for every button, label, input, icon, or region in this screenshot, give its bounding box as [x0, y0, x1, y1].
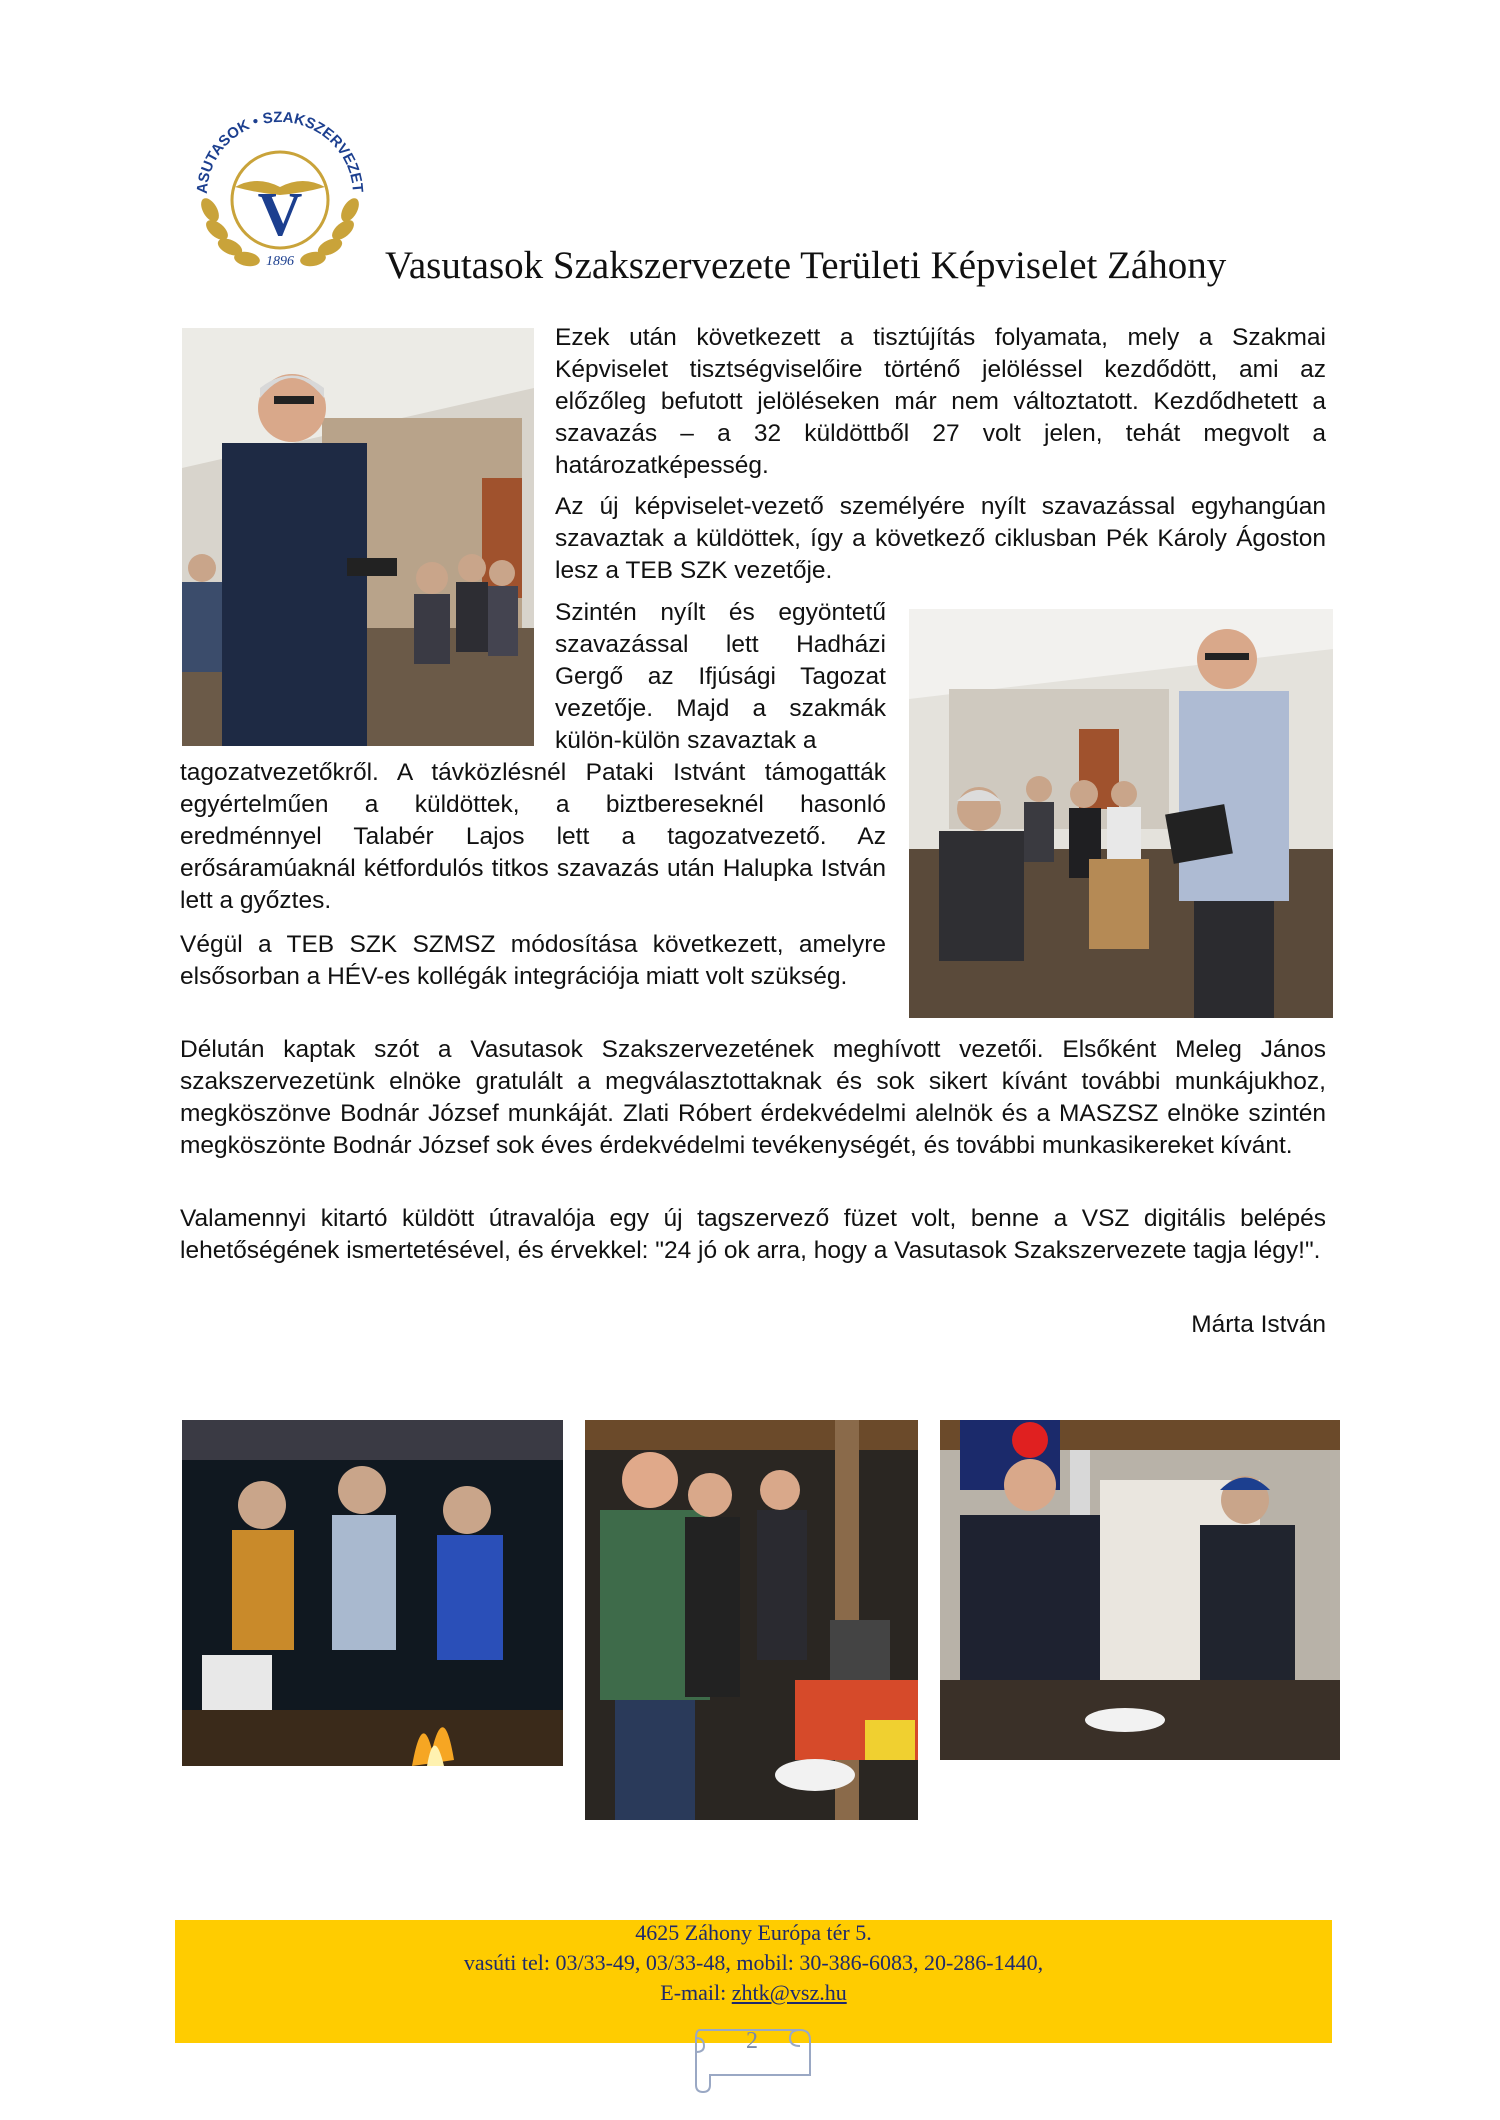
photo-two-men-grill [940, 1420, 1340, 1760]
photo-presenter-audience [909, 609, 1333, 1018]
paragraph-3-bottom: tagozatvezetőkről. A távközlésnél Pataki Istvánt támogatták egyértelműen a küldöttek, a biztbereseknél hasonló eredménnyel Talabér Lajos lett a tagozatvezető. Az erősáramúaknál kétfordulós titkos szavazás után Halupka István lett a győztes. [180, 759, 886, 914]
page-title: Vasutasok Szakszervezete Területi Képviselet Záhony [385, 244, 1227, 287]
logo-arc-text: ASUTASOK • SZAKSZERVEZET [193, 108, 367, 195]
logo-letter: V [257, 181, 303, 249]
paragraph-1: Ezek után következett a tisztújítás folyamata, mely a Szakmai Képviselet tisztségviselőire történő jelöléssel kezdődött, ami az előzőleg befutott jelöléseken már nem változtatott. Kezdődhetett a szavazás – a 32 küldöttből 27 volt jelen, tehát megvolt a határozatképesség. [555, 324, 1326, 479]
paragraph-3-top: Szintén nyílt és egyöntetű szavazással lett Hadházi Gergő az Ifjúsági Tagozat vezetője. Majd a szakmák külön-külön szavaztak a [555, 599, 886, 754]
footer-address: 4625 Záhony Európa tér 5. [635, 1920, 872, 1945]
paragraph-2: Az új képviselet-vezető személyére nyílt szavazással egyhangúan szavaztak a küldöttek, így a következő ciklusban Pék Károly Ágoston lesz a TEB SZK vezetője. [555, 493, 1326, 584]
logo-year: 1896 [266, 254, 294, 269]
footer-phones: vasúti tel: 03/33-49, 03/33-48, mobil: 30-386-6083, 20-286-1440, [463, 1950, 1044, 1975]
footer-email-line [175, 1980, 1332, 2006]
page-number: 2 [746, 2028, 758, 2054]
author-signature: Márta István [1191, 1311, 1326, 1338]
union-logo [185, 95, 375, 275]
paragraph-5: Délután kaptak szót a Vasutasok Szakszervezetének meghívott vezetői. Elsőként Meleg János szakszervezetünk elnöke gratulált a megválasztottaknak és sok sikert kívánt további munkájukhoz, megköszönve Bodnár József munkáját. Zlati Róbert érdekvédelmi alelnök és a MASZSZ elnöke szintén megköszönte Bodnár József sok éves érdekvédelmi tevékenységét, és további munkasikereket kívánt. [180, 1036, 1326, 1159]
footer-email-link[interactable]: zhtk@vsz.hu [731, 1980, 847, 2005]
footer-email-label: E-mail: [660, 1980, 732, 2005]
paragraph-6: Valamennyi kitartó küldött útravalója egy új tagszervező füzet volt, benne a VSZ digitális belépés lehetőségének ismertetésével, és érvekkel: "24 jó ok arra, hogy a Vasutasok Szakszervezete tagja légy!". [180, 1205, 1326, 1264]
photo-campfire-night [182, 1420, 563, 1766]
photo-grilling-group [585, 1420, 918, 1820]
paragraph-4: Végül a TEB SZK SZMSZ módosítása következett, amelyre elsősorban a HÉV-es kollégák integrációja miatt volt szükség. [180, 931, 886, 990]
photo-speaker-reading [182, 328, 534, 746]
